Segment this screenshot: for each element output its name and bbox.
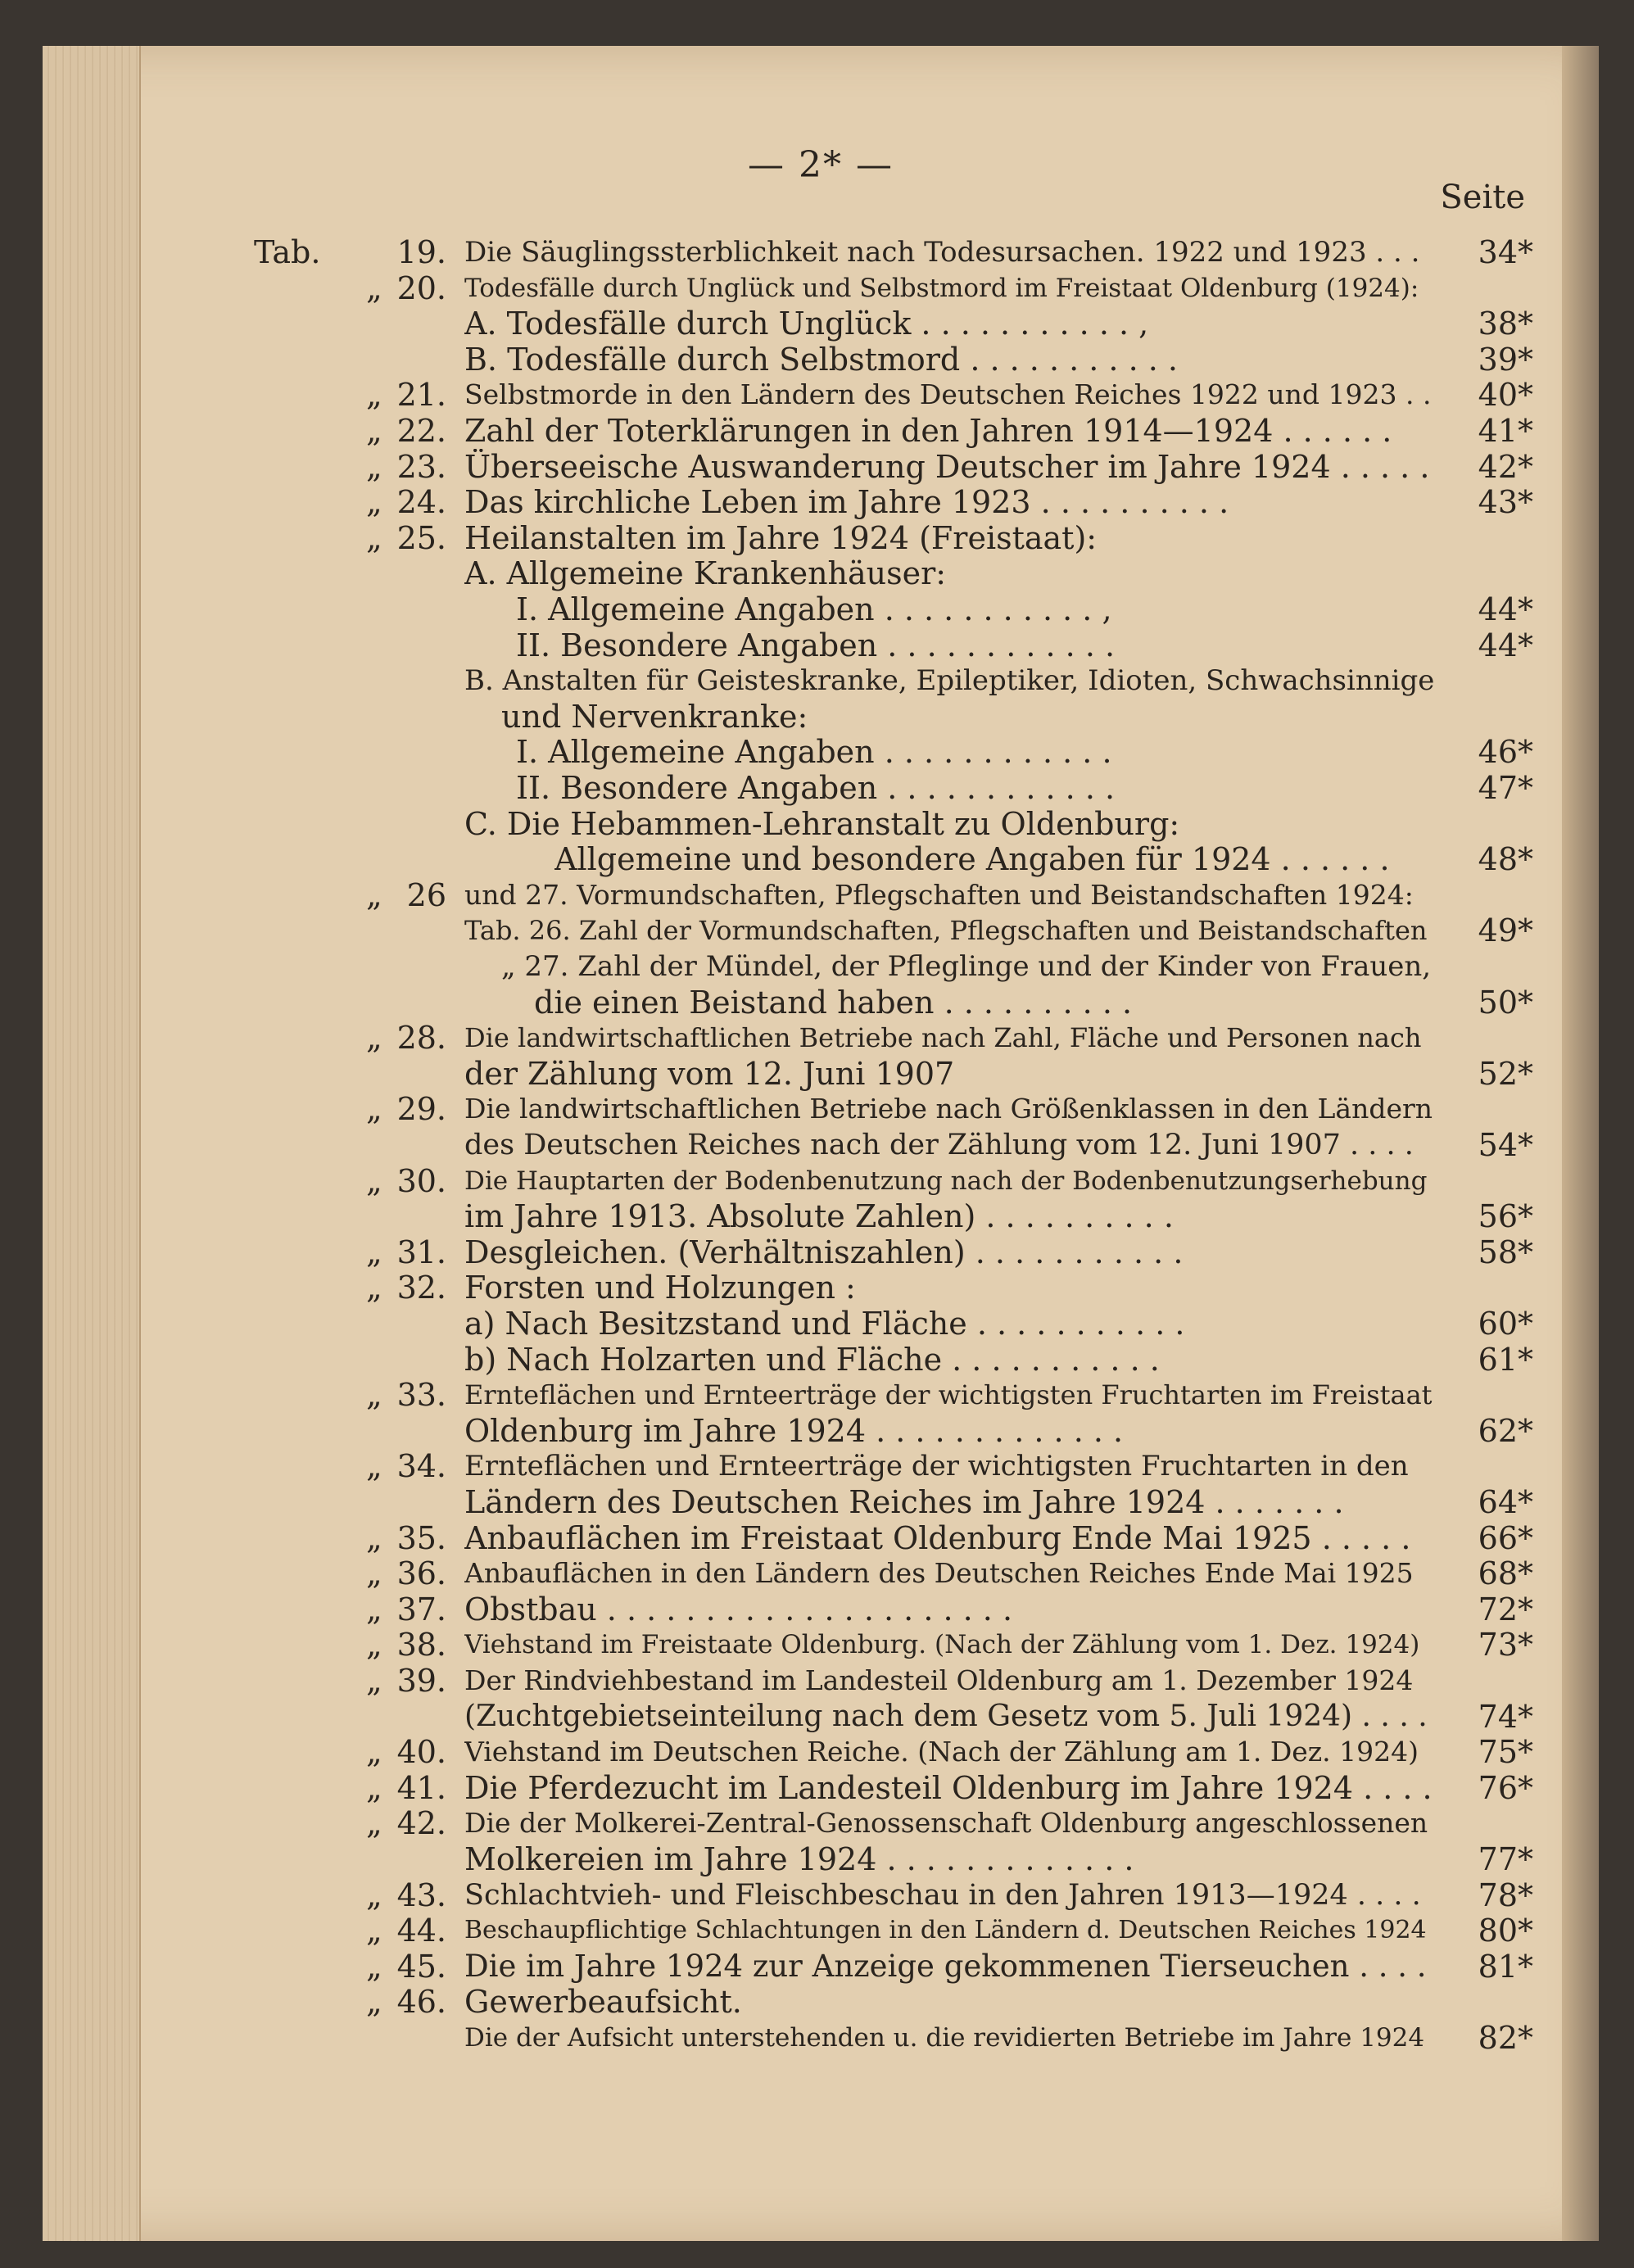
table-number: 39. — [396, 1663, 446, 1699]
ditto-mark: „ — [366, 1591, 382, 1627]
toc-entry-text: Die landwirtschaftlichen Betriebe nach Größenklassen in den Ländern — [464, 1093, 1433, 1125]
toc-entry-text: Anbauflächen im Freistaat Oldenburg Ende Mai 1925 . . . . . — [464, 1519, 1411, 1556]
page-reference: 58* — [1478, 1234, 1533, 1270]
table-number: 46. — [396, 1984, 446, 2021]
ditto-mark: „ — [366, 1020, 382, 1057]
toc-row — [43, 1591, 1599, 1627]
toc-entry-text: Ernteflächen und Ernteerträge der wichtigsten Fruchtarten im Freistaat — [464, 1379, 1433, 1411]
toc-row — [43, 234, 1599, 270]
toc-entry-text: Anbauflächen in den Ländern des Deutschen Reiches Ende Mai 1925 — [464, 1557, 1414, 1590]
toc-entry-text: Ländern des Deutschen Reiches im Jahre 1924 . . . . . . . — [464, 1484, 1344, 1520]
page-reference: 44* — [1478, 591, 1533, 627]
table-number: 25. — [396, 519, 446, 556]
table-number: 37. — [396, 1591, 446, 1627]
table-number: 36. — [396, 1555, 446, 1592]
toc-entry-text: (Zuchtgebietseinteilung nach dem Gesetz vom 5. Juli 1924) . . . . — [464, 1699, 1428, 1733]
toc-row — [43, 1342, 1599, 1378]
page-reference: 72* — [1478, 1591, 1533, 1627]
toc-entry-text: I. Allgemeine Angaben . . . . . . . . . . . . — [516, 734, 1112, 771]
table-number: 23. — [396, 448, 446, 485]
ditto-mark: „ — [366, 484, 382, 521]
toc-content — [43, 46, 1599, 2241]
toc-row — [43, 1448, 1599, 1484]
toc-entry-text: Schlachtvieh- und Fleischbeschau in den Jahren 1913—1924 . . . . — [464, 1878, 1421, 1912]
toc-row — [43, 877, 1599, 913]
table-prefix: Tab. — [254, 234, 321, 270]
toc-entry-text: des Deutschen Reiches nach der Zählung vom 12. Juni 1907 . . . . — [464, 1129, 1414, 1161]
page-reference: 40* — [1478, 377, 1533, 414]
toc-row — [43, 1877, 1599, 1913]
ditto-mark: „ — [366, 1234, 382, 1270]
toc-row — [43, 1663, 1599, 1699]
ditto-mark: „ — [366, 876, 382, 913]
table-number: 44. — [396, 1913, 446, 1949]
toc-row — [43, 1555, 1599, 1591]
toc-row — [43, 1270, 1599, 1306]
toc-entry-text: a) Nach Besitzstand und Fläche . . . . . . . . . . . — [464, 1306, 1185, 1342]
ditto-mark: „ — [366, 1984, 382, 2021]
toc-row — [43, 591, 1599, 627]
table-number: 28. — [396, 1020, 446, 1057]
toc-row — [43, 734, 1599, 770]
toc-row — [43, 1805, 1599, 1841]
toc-row — [43, 1484, 1599, 1520]
toc-entry-text: Die im Jahre 1924 zur Anzeige gekommenen Tierseuchen . . . . — [464, 1948, 1427, 1984]
page-reference: 44* — [1478, 627, 1533, 663]
ditto-mark: „ — [366, 1162, 382, 1199]
page-reference: 77* — [1478, 1841, 1533, 1877]
toc-row — [43, 770, 1599, 806]
ditto-mark: „ — [366, 1519, 382, 1556]
toc-row — [43, 2020, 1599, 2056]
toc-entry-text: Überseeische Auswanderung Deutscher im Jahre 1924 . . . . . — [464, 448, 1430, 485]
table-number: 43. — [396, 1876, 446, 1913]
toc-entry-text: Forsten und Holzungen : — [464, 1270, 856, 1306]
table-number: 35. — [396, 1519, 446, 1556]
page-reference: 47* — [1478, 770, 1533, 806]
toc-entry-text: Die Pferdezucht im Landesteil Oldenburg im Jahre 1924 . . . . — [464, 1769, 1433, 1806]
toc-entry-text: II. Besondere Angaben . . . . . . . . . . . . — [516, 770, 1116, 806]
book-page — [43, 46, 1599, 2241]
toc-row — [43, 1984, 1599, 2020]
toc-entry-text: im Jahre 1913. Absolute Zahlen) . . . . . . . . . . — [464, 1198, 1174, 1235]
toc-row — [43, 520, 1599, 556]
page-reference: 78* — [1478, 1876, 1533, 1913]
table-number: 34. — [396, 1448, 446, 1485]
ditto-mark: „ — [366, 1734, 382, 1771]
table-number: 32. — [396, 1270, 446, 1306]
page-reference: 48* — [1478, 841, 1533, 878]
toc-row — [43, 377, 1599, 413]
page-reference: 73* — [1478, 1627, 1533, 1664]
page-reference: 64* — [1478, 1484, 1533, 1520]
toc-row — [43, 1841, 1599, 1877]
toc-entry-text: Viehstand im Deutschen Reiche. (Nach der Zählung am 1. Dez. 1924) — [464, 1736, 1419, 1768]
page-reference: 54* — [1478, 1127, 1533, 1163]
toc-entry-text: Der Rindviehbestand im Landesteil Oldenburg am 1. Dezember 1924 — [464, 1664, 1414, 1696]
page-reference: 75* — [1478, 1734, 1533, 1771]
page-reference: 74* — [1478, 1698, 1533, 1735]
toc-entry-text: C. Die Hebammen-Lehranstalt zu Oldenburg: — [464, 805, 1180, 842]
table-number: 41. — [396, 1769, 446, 1806]
toc-row — [43, 806, 1599, 842]
toc-row — [43, 270, 1599, 306]
toc-row — [43, 663, 1599, 699]
page-reference: 42* — [1478, 448, 1533, 485]
toc-row — [43, 1734, 1599, 1770]
toc-row — [43, 306, 1599, 342]
toc-entry-text: Heilanstalten im Jahre 1924 (Freistaat): — [464, 519, 1098, 556]
page-reference: 81* — [1478, 1948, 1533, 1985]
ditto-mark: „ — [366, 448, 382, 485]
page-number: — 2* — — [748, 144, 894, 186]
table-number: 20. — [396, 269, 446, 306]
page-reference: 82* — [1478, 2020, 1533, 2056]
page-reference: 60* — [1478, 1306, 1533, 1342]
table-number: 21. — [396, 377, 446, 414]
toc-entry-text: Beschaupflichtige Schlachtungen in den Ländern d. Deutschen Reiches 1924 — [464, 1916, 1427, 1945]
ditto-mark: „ — [366, 1377, 382, 1414]
ditto-mark: „ — [366, 1555, 382, 1592]
toc-row — [43, 1627, 1599, 1663]
toc-row — [43, 1020, 1599, 1056]
toc-row — [43, 627, 1599, 663]
toc-row — [43, 985, 1599, 1021]
table-number: 30. — [396, 1162, 446, 1199]
toc-row — [43, 342, 1599, 378]
page-reference: 39* — [1478, 341, 1533, 378]
toc-entry-text: Viehstand im Freistaate Oldenburg. (Nach der Zählung vom 1. Dez. 1924) — [464, 1630, 1420, 1660]
toc-entry-text: A. Todesfälle durch Unglück . . . . . . . . . . . , — [464, 306, 1149, 342]
toc-entry-text: Oldenburg im Jahre 1924 . . . . . . . . . . . . . — [464, 1412, 1124, 1449]
ditto-mark: „ — [366, 1270, 382, 1306]
toc-entry-text: Todesfälle durch Unglück und Selbstmord im Freistaat Oldenburg (1924): — [464, 273, 1419, 303]
table-number: 33. — [396, 1377, 446, 1414]
page-reference: 49* — [1478, 912, 1533, 949]
page-reference: 66* — [1478, 1519, 1533, 1556]
page-reference: 56* — [1478, 1198, 1533, 1235]
toc-row — [43, 413, 1599, 449]
toc-entry-text: Die der Molkerei-Zentral-Genossenschaft Oldenburg angeschlossenen — [464, 1807, 1428, 1840]
toc-row — [43, 1163, 1599, 1199]
toc-entry-text: I. Allgemeine Angaben . . . . . . . . . . . , — [516, 591, 1112, 627]
toc-entry-text: Tab. 26. Zahl der Vormundschaften, Pflegschaften und Beistandschaften — [464, 915, 1428, 947]
toc-entry-text: Desgleichen. (Verhältniszahlen) . . . . . . . . . . . — [464, 1234, 1184, 1270]
toc-entry-text: Allgemeine und besondere Angaben für 1924 . . . . . . — [554, 841, 1390, 878]
page-reference: 41* — [1478, 413, 1533, 449]
ditto-mark: „ — [366, 1627, 382, 1664]
toc-row — [43, 841, 1599, 877]
toc-entry-text: II. Besondere Angaben . . . . . . . . . . . . — [516, 627, 1116, 663]
toc-entry-text: Die Säuglingssterblichkeit nach Todesursachen. 1922 und 1923 . . . — [464, 236, 1420, 269]
table-number: 38. — [396, 1627, 446, 1664]
toc-entry-text: und 27. Vormundschaften, Pflegschaften und Beistandschaften 1924: — [464, 878, 1414, 911]
table-number: 22. — [396, 413, 446, 449]
toc-row — [43, 948, 1599, 985]
toc-entry-text: B. Todesfälle durch Selbstmord . . . . . . . . . . . — [464, 341, 1178, 378]
toc-entry-text: Ernteflächen und Ernteerträge der wichtigsten Fruchtarten in den — [464, 1450, 1409, 1483]
ditto-mark: „ — [366, 1913, 382, 1949]
page-reference: 62* — [1478, 1412, 1533, 1449]
ditto-mark: „ — [366, 269, 382, 306]
page-reference: 61* — [1478, 1341, 1533, 1378]
toc-row — [43, 1091, 1599, 1127]
toc-entry-text: Die der Aufsicht unterstehenden u. die revidierten Betriebe im Jahre 1924 — [464, 2023, 1425, 2053]
ditto-mark: „ — [366, 1805, 382, 1842]
page-reference: 34* — [1478, 234, 1533, 270]
toc-entry-text: Gewerbeaufsicht. — [464, 1984, 742, 2021]
table-number: 31. — [396, 1234, 446, 1270]
toc-row — [43, 1306, 1599, 1342]
table-number: 26 — [406, 876, 446, 913]
toc-row — [43, 1699, 1599, 1735]
toc-entry-text: Die Hauptarten der Bodenbenutzung nach der Bodenbenutzungserhebung — [464, 1166, 1428, 1196]
toc-row — [43, 1520, 1599, 1556]
toc-row — [43, 1913, 1599, 1949]
toc-entry-text: A. Allgemeine Krankenhäuser: — [464, 555, 947, 592]
table-number: 29. — [396, 1091, 446, 1128]
ditto-mark: „ — [366, 413, 382, 449]
ditto-mark: „ — [366, 1663, 382, 1699]
toc-entry-text: Molkereien im Jahre 1924 . . . . . . . . . . . . . — [464, 1841, 1134, 1877]
toc-row — [43, 1770, 1599, 1806]
page-reference: 76* — [1478, 1769, 1533, 1806]
toc-row — [43, 699, 1599, 735]
ditto-mark: „ — [366, 377, 382, 414]
ditto-mark: „ — [366, 1769, 382, 1806]
table-number: 24. — [396, 484, 446, 521]
toc-row — [43, 484, 1599, 520]
toc-row — [43, 1056, 1599, 1092]
table-number: 19. — [396, 234, 446, 270]
ditto-mark: „ — [366, 1948, 382, 1985]
toc-row — [43, 449, 1599, 485]
toc-entry-text: Zahl der Toterklärungen in den Jahren 1914—1924 . . . . . . — [464, 413, 1392, 449]
ditto-mark: „ — [366, 1091, 382, 1128]
toc-entry-text: und Nervenkranke: — [501, 698, 808, 735]
toc-entry-text: b) Nach Holzarten und Fläche . . . . . . . . . . . — [464, 1341, 1160, 1378]
toc-row — [43, 1234, 1599, 1270]
page-reference: 43* — [1478, 484, 1533, 521]
page-reference: 80* — [1478, 1913, 1533, 1949]
page-reference: 38* — [1478, 306, 1533, 342]
toc-row — [43, 1949, 1599, 1985]
toc-entry-text: „ 27. Zahl der Mündel, der Pfleglinge und der Kinder von Frauen, — [501, 950, 1432, 983]
toc-entry-text: Selbstmorde in den Ländern des Deutschen Reiches 1922 und 1923 . . — [464, 378, 1432, 411]
ditto-mark: „ — [366, 519, 382, 556]
page-reference: 68* — [1478, 1555, 1533, 1592]
toc-entry-text: die einen Beistand haben . . . . . . . . . . — [534, 984, 1133, 1021]
table-number: 42. — [396, 1805, 446, 1842]
toc-entry-text: B. Anstalten für Geisteskranke, Epileptiker, Idioten, Schwachsinnige — [464, 664, 1435, 698]
toc-entry-text: Die landwirtschaftlichen Betriebe nach Zahl, Fläche und Personen nach — [464, 1022, 1422, 1054]
table-number: 45. — [396, 1948, 446, 1985]
toc-row — [43, 1377, 1599, 1413]
toc-row — [43, 912, 1599, 948]
toc-entry-text: Obstbau . . . . . . . . . . . . . . . . . . . . . — [464, 1591, 1013, 1627]
toc-row — [43, 1127, 1599, 1163]
toc-row — [43, 1198, 1599, 1234]
column-header-seite: Seite — [1440, 179, 1525, 216]
page-reference: 46* — [1478, 734, 1533, 771]
toc-row — [43, 555, 1599, 591]
ditto-mark: „ — [366, 1876, 382, 1913]
ditto-mark: „ — [366, 1448, 382, 1485]
toc-entry-text: Das kirchliche Leben im Jahre 1923 . . . . . . . . . . — [464, 484, 1229, 521]
table-number: 40. — [396, 1734, 446, 1771]
page-reference: 52* — [1478, 1055, 1533, 1092]
toc-row — [43, 1413, 1599, 1449]
toc-entry-text: der Zählung vom 12. Juni 1907 — [464, 1055, 955, 1092]
page-reference: 50* — [1478, 984, 1533, 1021]
